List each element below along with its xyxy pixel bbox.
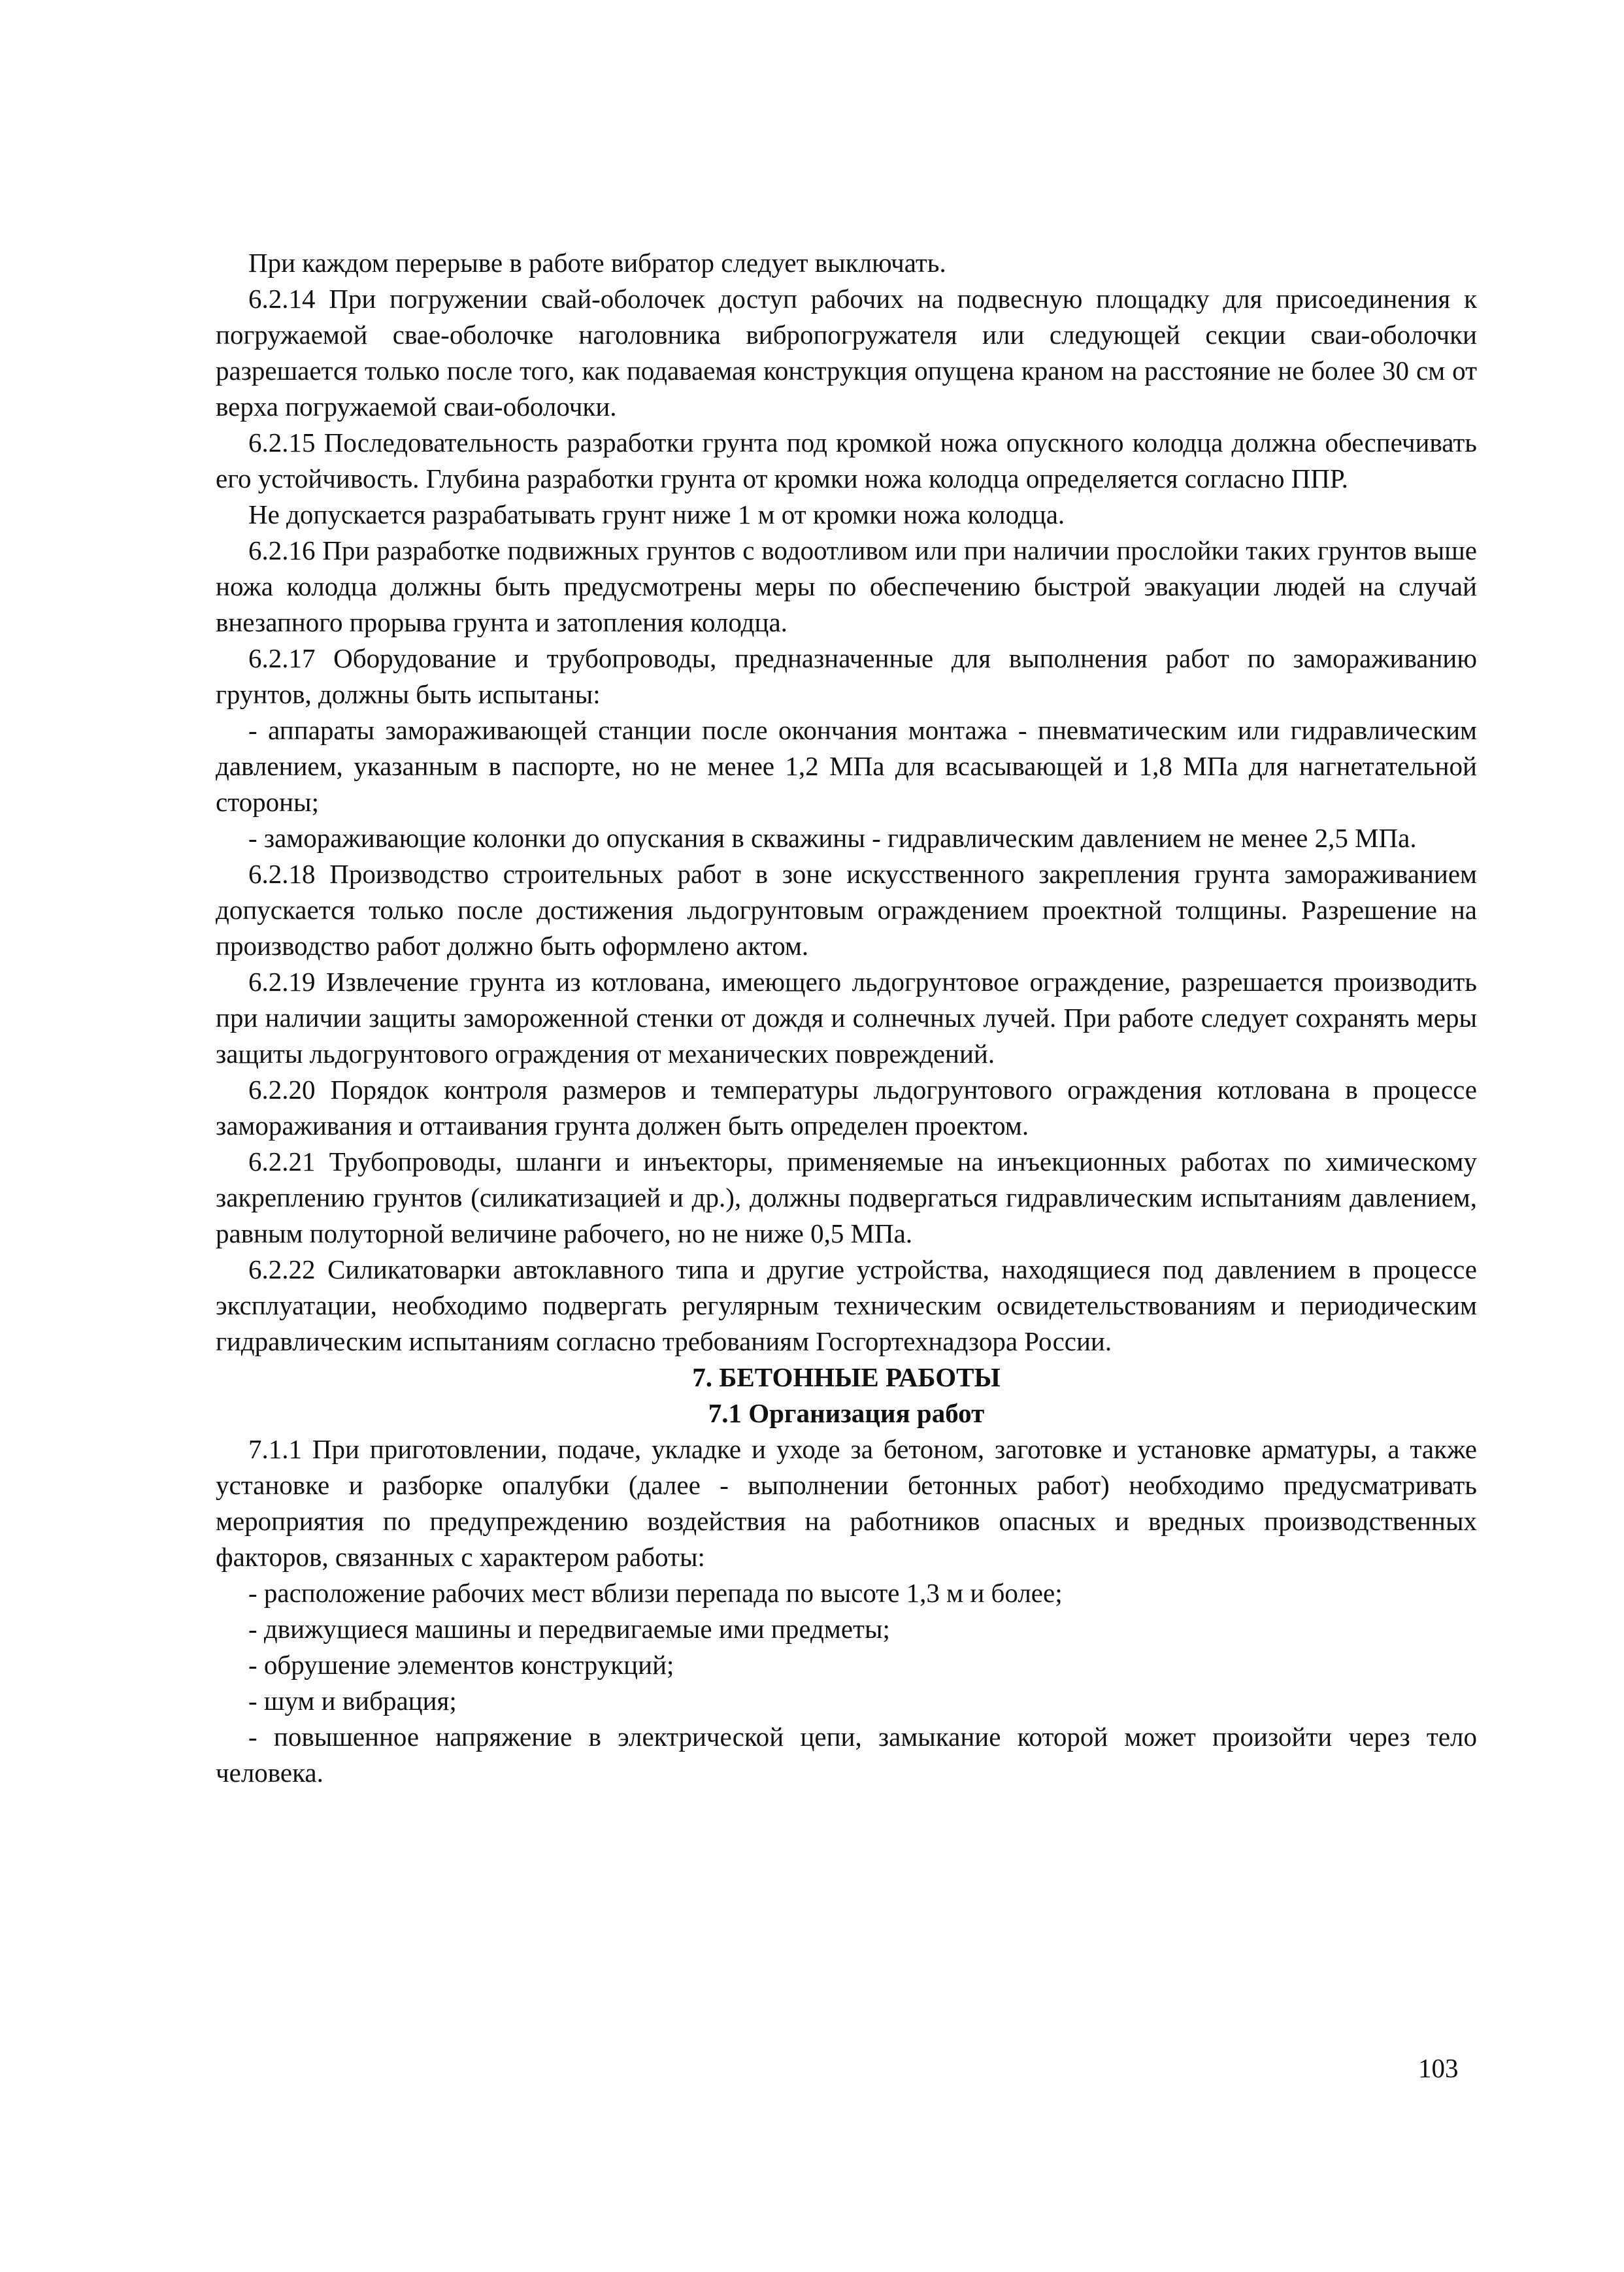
paragraph: 6.2.15 Последовательность разработки грунта под кромкой ножа опускного колодца должна обеспечивать его устойчивость. Глубина разработки грунта от кромки ножа колодца определяется согласно ППР. xyxy=(216,427,1477,493)
list-item: - замораживающие колонки до опускания в скважины - гидравлическим давлением не менее 2,5 МПа. xyxy=(248,823,1417,853)
list-item: - обрушение элементов конструкций; xyxy=(248,1650,674,1680)
list-item: - повышенное напряжение в электрической цепи, замыкание которой может произойти через тело человека. xyxy=(216,1722,1477,1788)
paragraph: 6.2.14 При погружении свай-оболочек доступ рабочих на подвесную площадку для присоединения к погружаемой свае-оболочке наголовника вибропогружателя или следующей секции сваи-оболочки разрешается только после того, как подаваемая конструкция опущена краном на расстояние не более 30 см от верха погружаемой сваи-оболочки. xyxy=(216,284,1477,422)
list-item: - аппараты замораживающей станции после окончания монтажа - пневматическим или гидравлическим давлением, указанным в паспорте, но не менее 1,2 МПа для всасывающей и 1,8 МПа для нагнетательной стороны; xyxy=(216,715,1477,817)
paragraph: 6.2.17 Оборудование и трубопроводы, предназначенные для выполнения работ по замораживанию грунтов, должны быть испытаны: xyxy=(216,643,1477,709)
list-item: - шум и вибрация; xyxy=(248,1686,457,1716)
paragraph: Не допускается разрабатывать грунт ниже 1 м от кромки ножа колодца. xyxy=(248,499,1065,529)
document-page xyxy=(216,245,1477,1791)
paragraph: 6.2.18 Производство строительных работ в зоне искусственного закрепления грунта замораживанием допускается только после достижения льдогрунтовым ограждением проектной толщины. Разрешение на производство работ должно быть оформлено актом. xyxy=(216,859,1477,961)
paragraph: 6.2.22 Силикатоварки автоклавного типа и другие устройства, находящиеся под давлением в процессе эксплуатации, необходимо подвергать регулярным техническим освидетельствованиям и периодическим гидравлическим испытаниям согласно требованиям Госгортехнадзора России. xyxy=(216,1254,1477,1356)
paragraph: 7.1.1 При приготовлении, подаче, укладке и уходе за бетоном, заготовке и установке арматуры, а также установке и разборке опалубки (далее - выполнении бетонных работ) необходимо предусматривать мероприятия по предупреждению воздействия на работников опасных и вредных производственных факторов, связанных с характером работы: xyxy=(216,1434,1477,1572)
list-item: - расположение рабочих мест вблизи перепада по высоте 1,3 м и более; xyxy=(248,1578,1063,1608)
section-heading: 7. БЕТОННЫЕ РАБОТЫ xyxy=(692,1362,1001,1392)
paragraph: 6.2.19 Извлечение грунта из котлована, имеющего льдогрунтовое ограждение, разрешается производить при наличии защиты замороженной стенки от дождя и солнечных лучей. При работе следует сохранять меры защиты льдогрунтового ограждения от механических повреждений. xyxy=(216,967,1477,1069)
list-item: - движущиеся машины и передвигаемые ими предметы; xyxy=(248,1614,890,1644)
paragraph: 6.2.16 При разработке подвижных грунтов с водоотливом или при наличии прослойки таких грунтов выше ножа колодца должны быть предусмотрены меры по обеспечению быстрой эвакуации людей на случай внезапного прорыва грунта и затопления колодца. xyxy=(216,535,1477,637)
paragraph: 6.2.21 Трубопроводы, шланги и инъекторы, применяемые на инъекционных работах по химическому закреплению грунтов (силикатизацией и др.), должны подвергаться гидравлическим испытаниям давлением, равным полуторной величине рабочего, но не ниже 0,5 МПа. xyxy=(216,1146,1477,1248)
paragraph: 6.2.20 Порядок контроля размеров и температуры льдогрунтового ограждения котлована в процессе замораживания и оттаивания грунта должен быть определен проектом. xyxy=(216,1075,1477,1141)
subsection-heading: 7.1 Организация работ xyxy=(708,1398,985,1428)
paragraph: При каждом перерыве в работе вибратор следует выключать. xyxy=(248,248,946,278)
page-number: 103 xyxy=(1418,2053,1459,2083)
